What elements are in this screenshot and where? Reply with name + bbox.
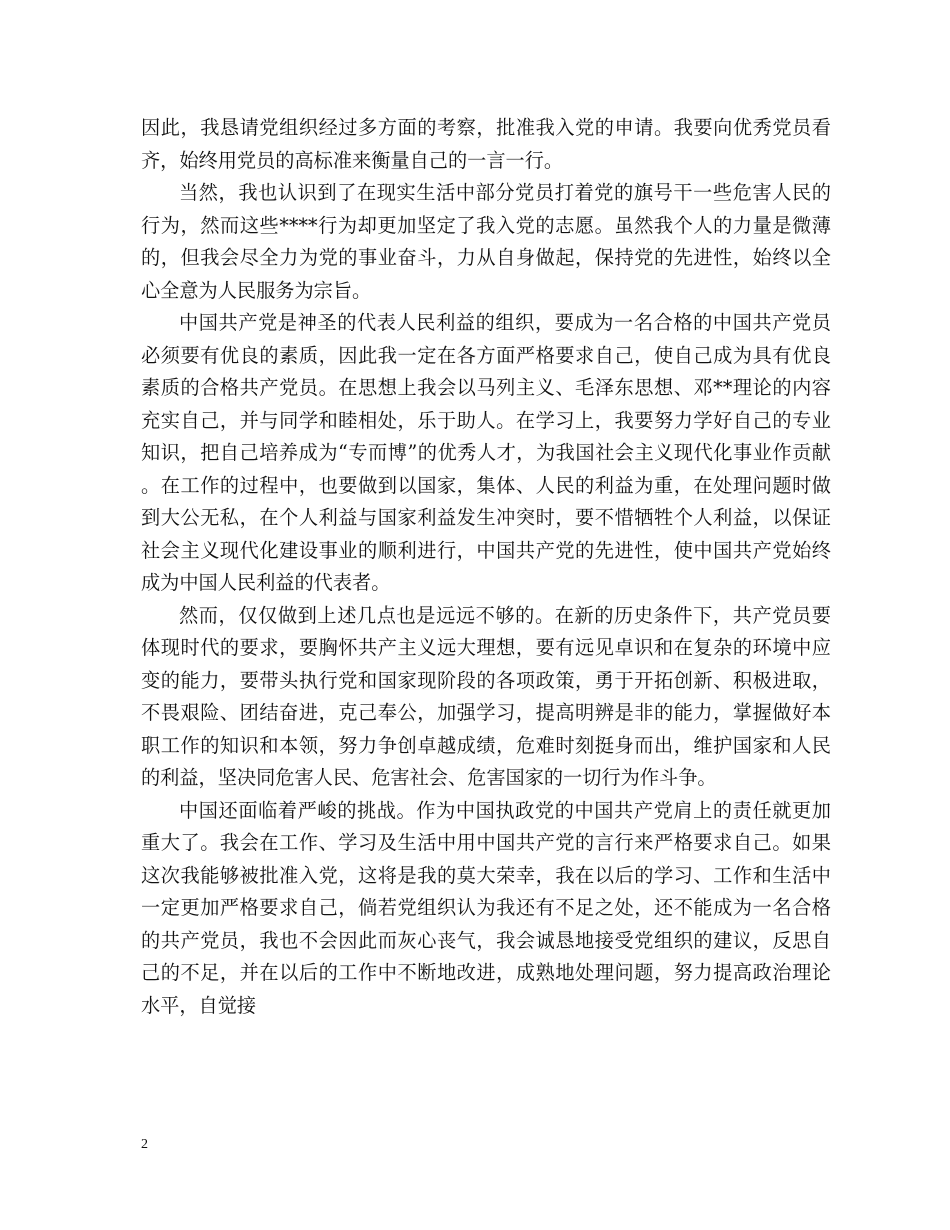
paragraph-3: 中国共产党是神圣的代表人民利益的组织，要成为一名合格的中国共产党员必须要有优良的素质，因此我一定在各方面严格要求自己，使自己成为具有优良素质的合格共产党员。在思想上我会以马列主义、毛泽东思想、邓**理论的内容充实自己，并与同学和睦相处，乐于助人。在学习上，我要努力学好自己的专业知识，把自己培养成为“专而博”的优秀人才，为我国社会主义现代化事业作贡献。在工作的过程中，也要做到以国家，集体、人民的利益为重，在处理问题时做到大公无私，在个人利益与国家利益发生冲突时，要不惜牺牲个人利益，以保证社会主义现代化建设事业的顺利进行，中国共产党的先进性，使中国共产党始终成为中国人民利益的代表者。 (141, 311, 831, 594)
page-number: 2 (141, 1137, 148, 1152)
document-body (141, 112, 831, 1022)
paragraph-5: 中国还面临着严峻的挑战。作为中国执政党的中国共产党肩上的责任就更加重大了。我会在工作、学习及生活中用中国共产党的言行来严格要求自己。如果这次我能够被批准入党，这将是我的莫大荣幸，我在以后的学习、工作和生活中一定更加严格要求自己，倘若党组织认为我还有不足之处，还不能成为一名合格的共产党员，我也不会因此而灰心丧气，我会诚恳地接受党组织的建议，反思自己的不足，并在以后的工作中不断地改进，成熟地处理问题，努力提高政治理论水平，自觉接 (141, 798, 831, 1017)
paragraph-2: 当然，我也认识到了在现实生活中部分党员打着党的旗号干一些危害人民的行为，然而这些****行为却更加坚定了我入党的志愿。虽然我个人的力量是微薄的，但我会尽全力为党的事业奋斗，力从自身做起，保持党的先进性，始终以全心全意为人民服务为宗旨。 (141, 181, 831, 302)
paragraph-4: 然而，仅仅做到上述几点也是远远不够的。在新的历史条件下，共产党员要体现时代的要求，要胸怀共产主义远大理想，要有远见卓识和在复杂的环境中应变的能力，要带头执行党和国家现阶段的各项政策，勇于开拓创新、积极进取，不畏艰险、团结奋进，克己奉公，加强学习，提高明辨是非的能力，掌握做好本职工作的知识和本领，努力争创卓越成绩，危难时刻挺身而出，维护国家和人民的利益，坚决同危害人民、危害社会、危害国家的一切行为作斗争。 (141, 603, 831, 789)
paragraph-1: 因此，我恳请党组织经过多方面的考察，批准我入党的申请。我要向优秀党员看齐，始终用党员的高标准来衡量自己的一言一行。 (141, 116, 831, 172)
